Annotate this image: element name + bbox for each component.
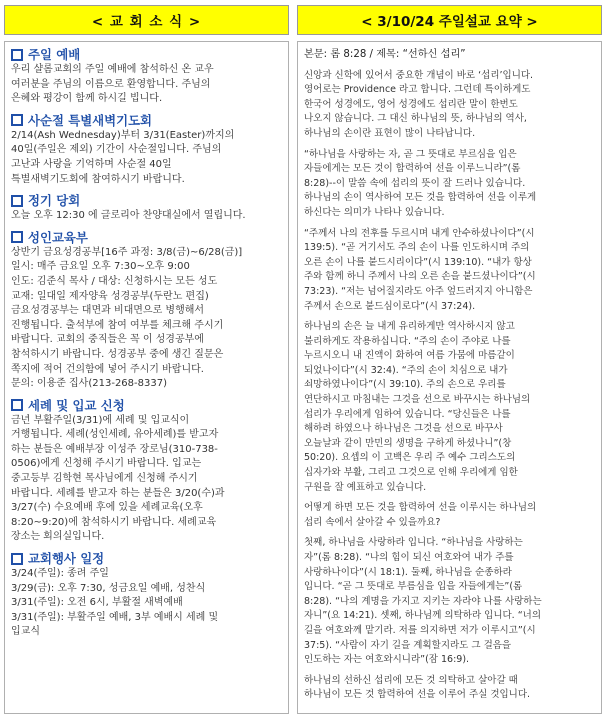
sermon-text-line: 자들에게는 모든 것이 합력하여 선을 이루느니라”(롬 xyxy=(304,163,521,175)
sermon-text-line: 첫째, 하나님을 사랑하라 입니다. “하나님을 사랑하는 xyxy=(304,537,523,549)
section-text-line: 3/31(주일): 오전 6시, 부활절 새벽예배 xyxy=(11,597,183,609)
square-bullet-icon xyxy=(11,399,23,411)
section-text-line: 오늘 오후 12:30 에 글로리아 찬양대실에서 열립니다. xyxy=(11,210,246,222)
sermon-text-line: 연단하시고 마침내는 그것을 선으로 바꾸시는 하나님의 xyxy=(304,394,531,406)
section-text-line: 인도: 김준식 목사 / 대상: 신청하시는 모든 성도 xyxy=(11,275,218,287)
sermon-text-line: 자”(롬 8:28). “나의 힘이 되신 여호와여 내가 주를 xyxy=(304,552,514,563)
sermon-text-line: 누르시오니 내 진액이 화하여 여름 가뭄에 마름같이 xyxy=(304,350,515,362)
square-bullet-icon xyxy=(11,49,23,61)
square-bullet-icon xyxy=(11,114,23,126)
sermon-text-line: “하나님을 사랑하는 자, 곧 그 뜻대로 부르심을 입은 xyxy=(304,148,517,160)
sermon-paragraph xyxy=(304,536,595,667)
section-text-line: 3/27(수) 수요예배 후에 있을 세례교육(오후 xyxy=(11,502,203,514)
sermon-text-line: 쇠망하였나이다”(시 39:10). 주의 손으로 우리를 xyxy=(304,379,506,391)
sermon-body xyxy=(304,69,595,703)
church-news-banner: < 교 회 소 식 > xyxy=(4,5,289,35)
section-text-line: 여러분을 주님의 이름으로 환영합니다. 주님의 xyxy=(11,78,211,90)
section-text-line: 특별새벽기도회에 참여하시기 바랍니다. xyxy=(11,173,185,185)
section-text-line: 교재: 일대일 제자양육 성경공부(두란노 편집) xyxy=(11,290,209,302)
sermon-text-line: 구원을 잘 예표하고 있습니다. xyxy=(304,481,427,493)
section-text-line: 은혜와 평강이 함께 하시길 빕니다. xyxy=(11,93,163,105)
section-text-line: 우리 샬롬교회의 주일 예배에 참석하신 온 교우 xyxy=(11,64,214,75)
sermon-text-line: 길을 여호와께 맡기라. 저를 의지하면 저가 이루시고”(시 xyxy=(304,624,536,636)
square-bullet-icon xyxy=(11,553,23,565)
church-news-box xyxy=(4,41,289,714)
sermon-text-line: 오른 손이 나를 붙드시리이다”(시 139:10). “내가 항상 xyxy=(304,256,532,268)
sermon-text-line: 사랑하나이다”(시 18:1). 둘째, 하나님을 순종하라 xyxy=(304,566,512,578)
section-text-line: 쪽지에 적어 건의함에 넣어 주시기 바랍니다. xyxy=(11,363,204,375)
section-text-line: 중고등부 김학현 목사님에게 신청해 주시기 xyxy=(11,473,198,485)
section-text-line: 고난과 사랑을 기억하며 사순절 40일 xyxy=(11,158,172,170)
section-text-line: 진행됩니다. 출석부에 참여 여부를 체크해 주시기 xyxy=(11,319,224,331)
news-sections xyxy=(11,46,284,640)
sermon-text-line: “주께서 나의 전후를 두르시며 내게 안수하셨나이다”(시 xyxy=(304,227,535,239)
section-title-label: 성인교육부 xyxy=(28,229,88,245)
section-text-line: 하는 분들은 예배부장 이성주 장로님(310-738- xyxy=(11,443,218,455)
sermon-text-line: 8:28)--이 말씀 속에 섭리의 뜻이 잘 드러나 있습니다. xyxy=(304,177,526,189)
sermon-text-line: 신앙과 신학에 있어서 중요한 개념이 바로 ‘섭리’입니다. xyxy=(304,69,534,81)
sermon-summary-column xyxy=(297,5,602,714)
section-text-line: 8:20~9:20)에 참석하시기 바랍니다. 세례교육 xyxy=(11,516,217,528)
sermon-summary-banner: < 3/10/24 주일설교 요약 > xyxy=(297,5,602,35)
sermon-text-line: 주와 함께 하니 주께서 나의 오른 손을 붙드셨나이다”(시 xyxy=(304,271,536,283)
section-text-line: 금년 부활주일(3/31)에 세례 및 입교식이 xyxy=(11,414,190,426)
section-title-label: 세례 및 입교 신청 xyxy=(28,397,125,413)
sermon-text-line: 나오지 않습니다. 그 대신 하나님의 뜻, 하나님의 역사, xyxy=(304,113,527,125)
section-text-line: 입교식 xyxy=(11,626,40,638)
sermon-text-line: 주께서 손으로 붙드심이로다”(시 37:24). xyxy=(304,300,476,312)
section-text-line: 문의: 이용준 집사(213-268-8337) xyxy=(11,378,167,390)
section-text-line: 바랍니다. 세례를 받고자 하는 분들은 3/20(수)과 xyxy=(11,487,225,499)
sermon-paragraph xyxy=(304,227,595,315)
sermon-text-line: 되었나이다”(시 32:4). “주의 손이 치심으로 내가 xyxy=(304,364,508,376)
sermon-text-line: 하신다는 의미가 나타나 있습니다. xyxy=(304,206,445,218)
sermon-text-line: 하나님이 모든 것 합력하여 선을 이루어 주실 것입니다. xyxy=(304,689,531,701)
section-text-line: 거행됩니다. 세례(성인세례, 유아세례)를 받고자 xyxy=(11,429,219,441)
sermon-text-line: 섭리 속에서 살아갈 수 있을까요? xyxy=(304,516,441,528)
sermon-text-line: 섭리가 우리에게 임하여 있습니다. “당신들은 나를 xyxy=(304,408,511,420)
section-title xyxy=(11,192,284,209)
sermon-text-line: 인도하는 자는 여호와시니라”(잠 16:9). xyxy=(304,654,470,666)
section-text-line: 40일(주일은 제외) 기간이 사순절입니다. 주님의 xyxy=(11,144,222,156)
section-text-line: 금요성경공부는 대면과 비대면으로 병행해서 xyxy=(11,305,205,317)
sermon-reference: 본문: 롬 8:28 / 제목: “선하신 섭리” xyxy=(304,49,466,60)
sermon-text-line: 한국어 성경에도, 영어 성경에도 섭리란 말이 한번도 xyxy=(304,98,518,110)
section-text-line: 3/24(주일): 종려 주일 xyxy=(11,568,109,580)
section-text-line: 일시: 매주 금요일 오후 7:30~오후 9:00 xyxy=(11,261,190,273)
sermon-text-line: 하나님의 선하신 섭리에 모든 것 의탁하고 살아갈 때 xyxy=(304,674,518,686)
square-bullet-icon xyxy=(11,195,23,207)
section-title-label: 정기 당회 xyxy=(28,193,81,209)
sermon-text-line: 하나님의 손은 늘 내게 유리하게만 역사하시지 않고 xyxy=(304,321,515,333)
section-text-line: 상반기 금요성경공부[16주 과정: 3/8(금)~6/28(금)] xyxy=(11,246,243,258)
section-text-line: 장소는 회의실입니다. xyxy=(11,531,105,543)
section-title xyxy=(11,397,284,414)
sermon-text-line: 십자가와 부활, 그리고 그것으로 인해 우리에게 임한 xyxy=(304,467,518,479)
sermon-text-line: 하나님의 손이 역사하여 모든 것을 합력하여 선을 이루게 xyxy=(304,192,537,204)
sermon-summary-box xyxy=(297,41,602,714)
church-news-column xyxy=(4,5,289,714)
sermon-text-line: 50:20). 요셉의 이 고백은 우리 주 예수 그리스도의 xyxy=(304,452,516,464)
sermon-paragraph xyxy=(304,148,595,221)
sermon-text-line: 73:23). “저는 넘어질지라도 아주 엎드러지지 아니함은 xyxy=(304,285,533,297)
sermon-text-line: 하나님의 손이란 표현이 많이 나타납니다. xyxy=(304,127,476,139)
section-title xyxy=(11,550,284,567)
sermon-text-line: 해하려 하였으나 하나님은 그것을 선으로 바꾸사 xyxy=(304,423,503,435)
section-text-line: 바랍니다. 교회의 중직들은 꼭 이 성경공부에 xyxy=(11,334,204,346)
sermon-paragraph xyxy=(304,501,595,530)
section-text-line: 3/31(주일): 부활주일 예배, 3부 예배시 세례 및 xyxy=(11,611,219,623)
sermon-paragraph xyxy=(304,69,595,142)
sermon-text-line: 오늘날과 같이 만민의 생명을 구하게 하셨나니”(창 xyxy=(304,437,512,449)
section-title xyxy=(11,229,284,246)
sermon-text-line: 139:5). “곧 거기서도 주의 손이 나를 인도하시며 주의 xyxy=(304,242,530,254)
section-title-label: 교회행사 일정 xyxy=(28,551,105,567)
section-text-line: 참석하시기 바랍니다. 성경공부 중에 생긴 질문은 xyxy=(11,348,224,360)
sermon-text-line: 자니”(요 14:21). 셋째, 하나님께 의탁하라 입니다. “너의 xyxy=(304,610,541,622)
section-text-line: 2/14(Ash Wednesday)부터 3/31(Easter)까지의 xyxy=(11,129,235,141)
sermon-text-line: 불리하게도 작용하십니다. “주의 손이 주야로 나를 xyxy=(304,335,511,347)
sermon-paragraph xyxy=(304,320,595,495)
sermon-text-line: 37:5). “사람이 자기 길을 계획할지라도 그 걸음을 xyxy=(304,639,512,651)
section-title-label: 사순절 특별새벽기도회 xyxy=(28,112,153,128)
section-text-line: 3/29(금): 오후 7:30, 성금요일 예배, 성찬식 xyxy=(11,582,206,594)
sermon-paragraph xyxy=(304,674,595,703)
sermon-text-line: 8:28). “나의 계명을 가지고 지키는 자라야 나를 사랑하는 xyxy=(304,595,542,607)
section-text-line: 0506)에게 신청해 주시기 바랍니다. 입교는 xyxy=(11,458,202,470)
section-title xyxy=(11,112,284,129)
sermon-text-line: 영어로는 Providence 라고 합니다. 그런데 특이하게도 xyxy=(304,84,531,96)
square-bullet-icon xyxy=(11,231,23,243)
section-title xyxy=(11,46,284,63)
sermon-text-line: 입니다. “곧 그 뜻대로 부름심을 입을 자들에게는”(롬 xyxy=(304,581,523,593)
sermon-text-line: 어떻게 하면 모든 것을 합력하여 선을 이루시는 하나님의 xyxy=(304,502,537,514)
section-title-label: 주일 예배 xyxy=(28,47,81,62)
